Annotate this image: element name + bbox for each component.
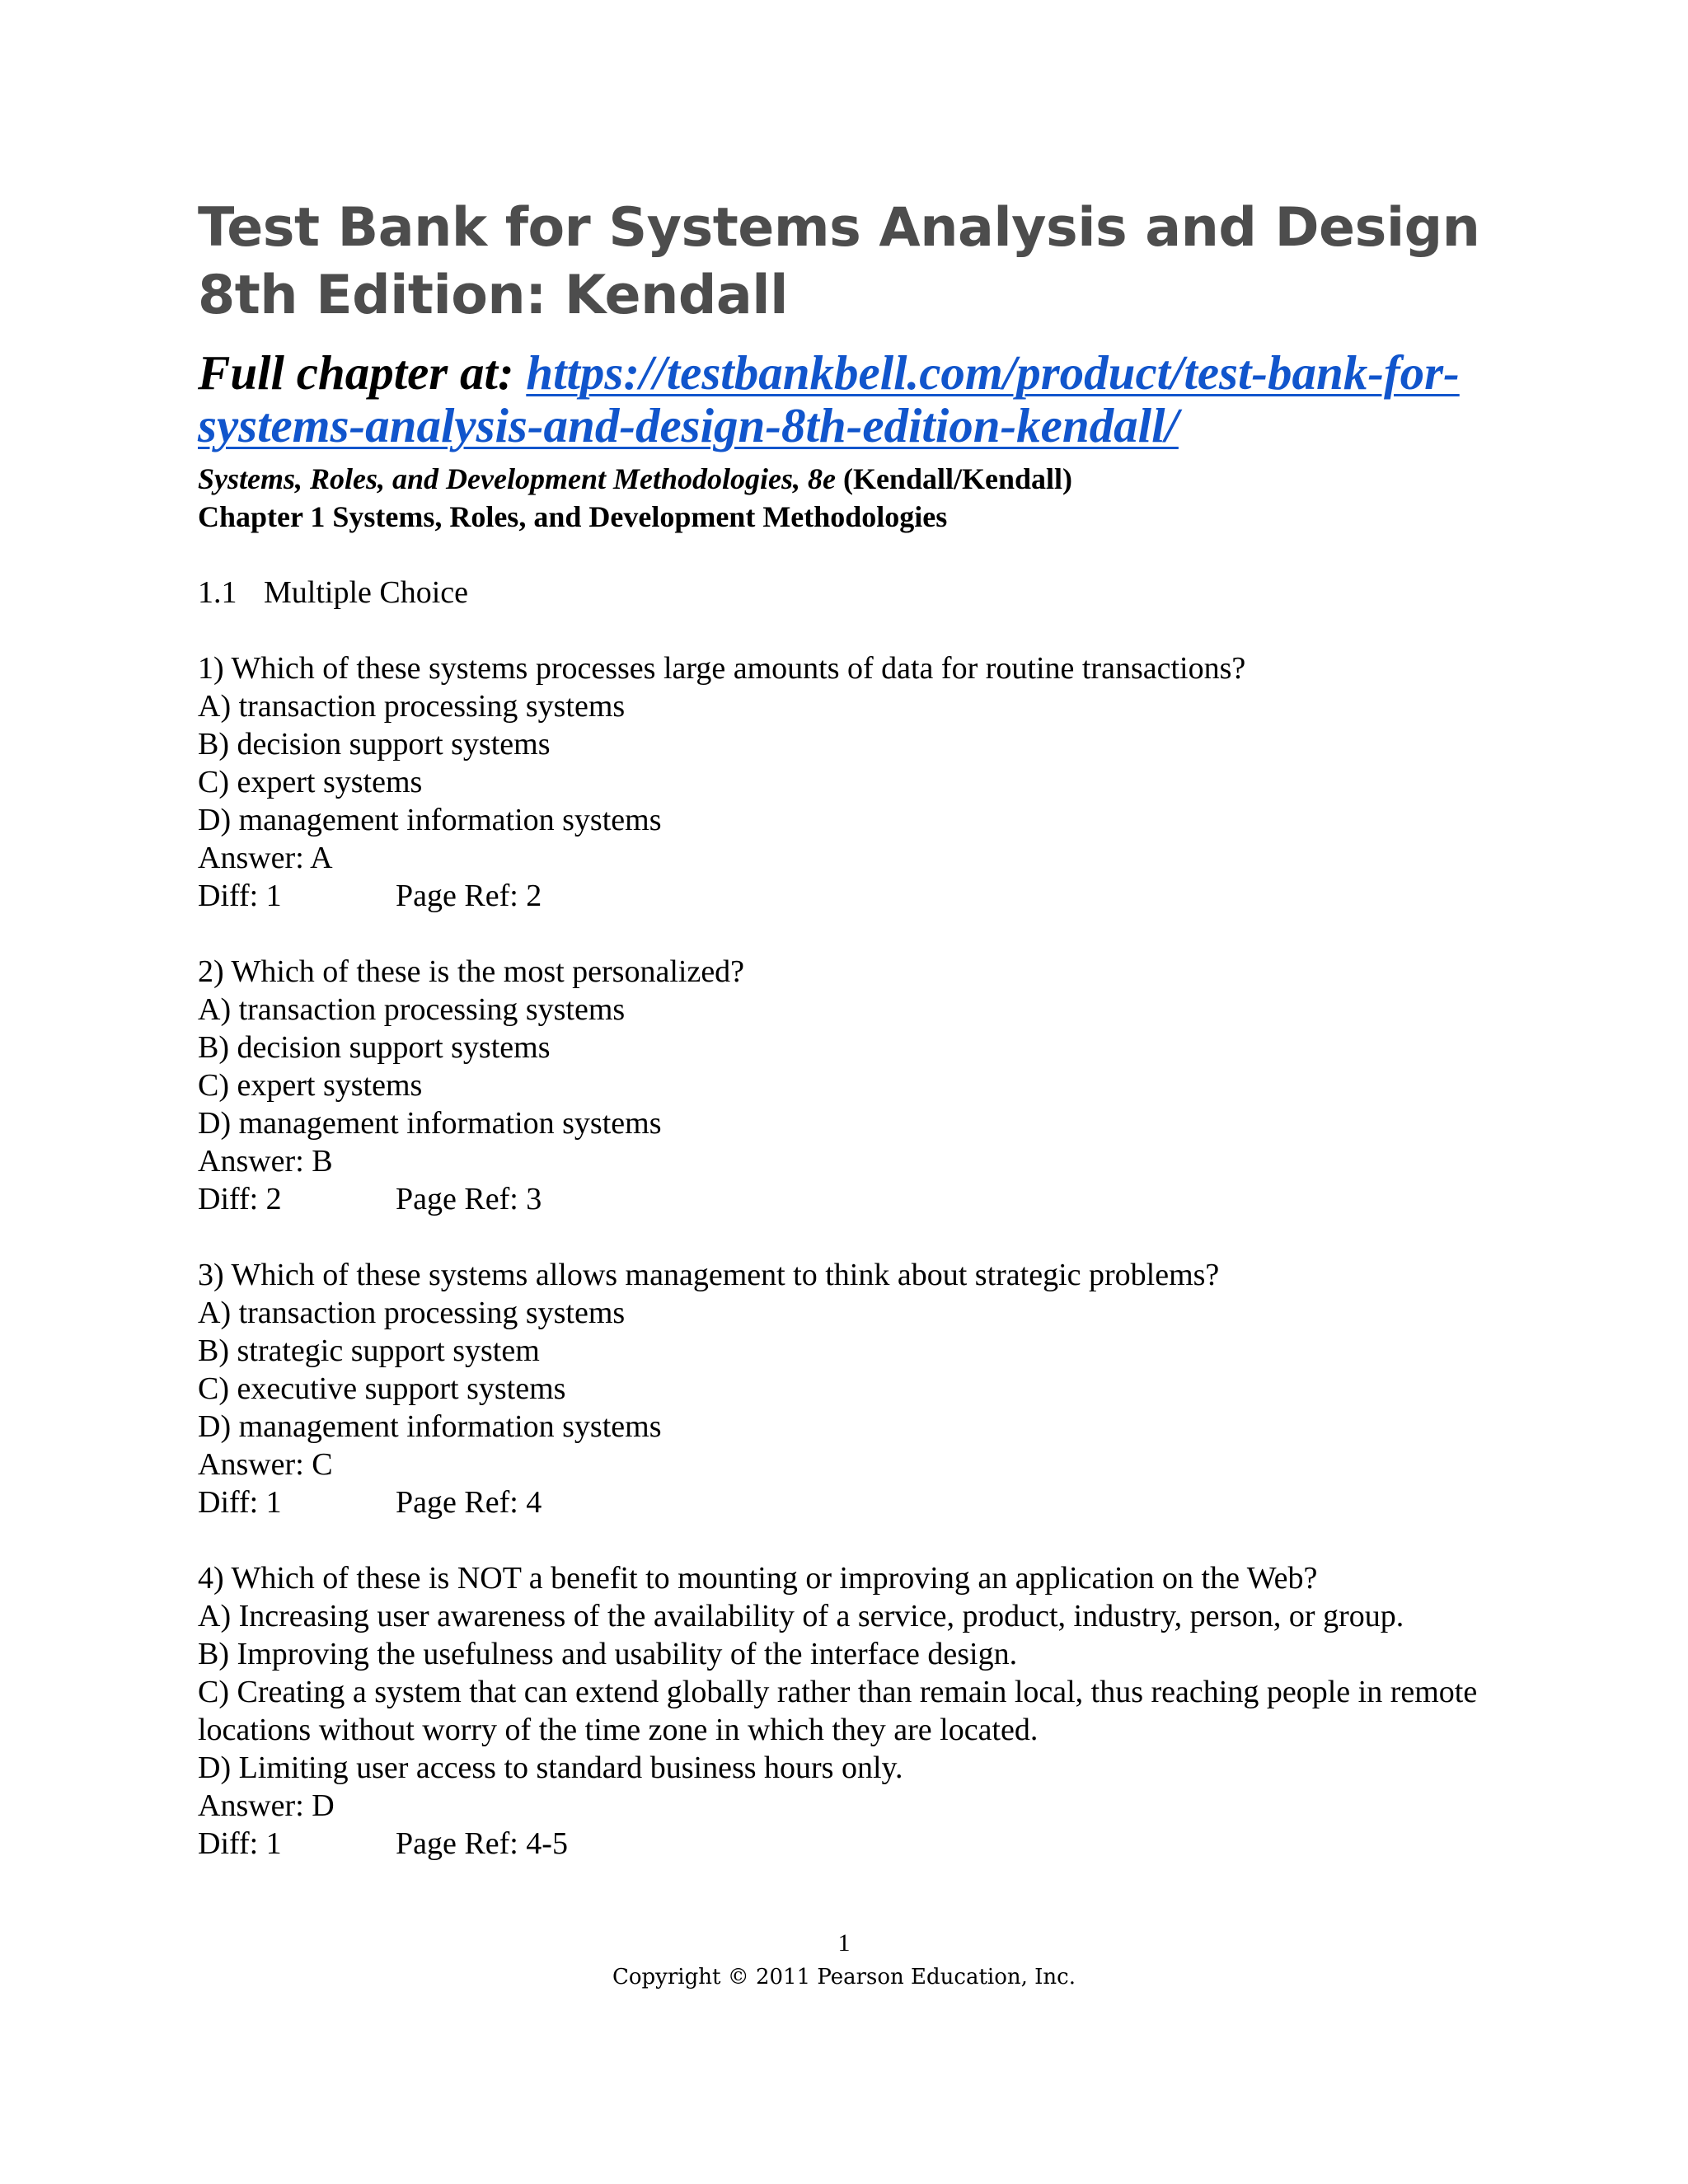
page-reference: Page Ref: 3 bbox=[396, 1182, 542, 1216]
section-name: Multiple Choice bbox=[264, 575, 469, 610]
difficulty-row bbox=[198, 1483, 1550, 1521]
question-block bbox=[198, 1559, 1550, 1863]
full-chapter-line bbox=[198, 346, 1550, 452]
page-reference: Page Ref: 4-5 bbox=[396, 1826, 568, 1861]
answer-option: B) strategic support system bbox=[198, 1333, 540, 1368]
difficulty: Diff: 1 bbox=[198, 1826, 282, 1861]
section-heading bbox=[198, 574, 1550, 612]
question-block bbox=[198, 1256, 1550, 1521]
answer-option: C) expert systems bbox=[198, 1068, 423, 1103]
answer-option: B) decision support systems bbox=[198, 727, 551, 762]
document-body bbox=[198, 574, 1550, 1863]
full-chapter-label: Full chapter at: bbox=[198, 345, 527, 400]
answer-option: B) Improving the usefulness and usability of the interface design. bbox=[198, 1637, 1018, 1671]
copyright-notice: Copyright © 2011 Pearson Education, Inc. bbox=[612, 1965, 1076, 1990]
difficulty: Diff: 1 bbox=[198, 1485, 282, 1520]
section-number: 1.1 bbox=[198, 575, 237, 610]
answer-option: C) Creating a system that can extend globally rather than remain local, thus reaching people in remote locations without worry of the time zone in which they are located. bbox=[198, 1675, 1478, 1747]
book-header bbox=[198, 460, 1550, 536]
difficulty-row bbox=[198, 1825, 1550, 1863]
book-authors: (Kendall/Kendall) bbox=[835, 462, 1072, 495]
difficulty-row bbox=[198, 877, 1550, 915]
page-number: 1 bbox=[837, 1929, 851, 1957]
question-text: 4) Which of these is NOT a benefit to mounting or improving an application on the Web? bbox=[198, 1561, 1318, 1596]
difficulty-row bbox=[198, 1180, 1550, 1218]
answer-key: Answer: A bbox=[198, 841, 333, 875]
answer-key: Answer: C bbox=[198, 1447, 333, 1482]
answer-option: B) decision support systems bbox=[198, 1030, 551, 1065]
full-chapter-link[interactable]: https://testbankbell.com/product/test-bank-for-systems-analysis-and-design-8th-edition-kendall/ bbox=[198, 345, 1460, 452]
difficulty: Diff: 2 bbox=[198, 1182, 282, 1216]
book-line bbox=[198, 460, 1550, 498]
answer-option: A) transaction processing systems bbox=[198, 992, 626, 1027]
answer-option: A) transaction processing systems bbox=[198, 1296, 626, 1330]
answer-option: D) Limiting user access to standard business hours only. bbox=[198, 1750, 903, 1785]
difficulty: Diff: 1 bbox=[198, 879, 282, 913]
book-title: Systems, Roles, and Development Methodologies, 8e bbox=[198, 462, 836, 495]
answer-option: D) management information systems bbox=[198, 803, 662, 837]
answer-option: D) management information systems bbox=[198, 1409, 662, 1444]
answer-option: D) management information systems bbox=[198, 1106, 662, 1141]
answer-option: C) executive support systems bbox=[198, 1371, 566, 1406]
answer-key: Answer: B bbox=[198, 1144, 333, 1179]
answer-option: A) transaction processing systems bbox=[198, 689, 626, 724]
answer-option: A) Increasing user awareness of the availability of a service, product, industry, person, or group. bbox=[198, 1599, 1404, 1633]
question-block bbox=[198, 953, 1550, 1218]
question-block bbox=[198, 649, 1550, 915]
question-text: 2) Which of these is the most personalized? bbox=[198, 954, 745, 989]
question-text: 1) Which of these systems processes large amounts of data for routine transactions? bbox=[198, 651, 1246, 686]
answer-option: C) expert systems bbox=[198, 765, 423, 799]
question-text: 3) Which of these systems allows management to think about strategic problems? bbox=[198, 1258, 1220, 1292]
answer-key: Answer: D bbox=[198, 1788, 335, 1823]
chapter-line: Chapter 1 Systems, Roles, and Development Methodologies bbox=[198, 500, 948, 533]
page-reference: Page Ref: 4 bbox=[396, 1485, 542, 1520]
page-reference: Page Ref: 2 bbox=[396, 879, 542, 913]
document-title: Test Bank for Systems Analysis and Design 8th Edition: Kendall bbox=[198, 197, 1480, 326]
